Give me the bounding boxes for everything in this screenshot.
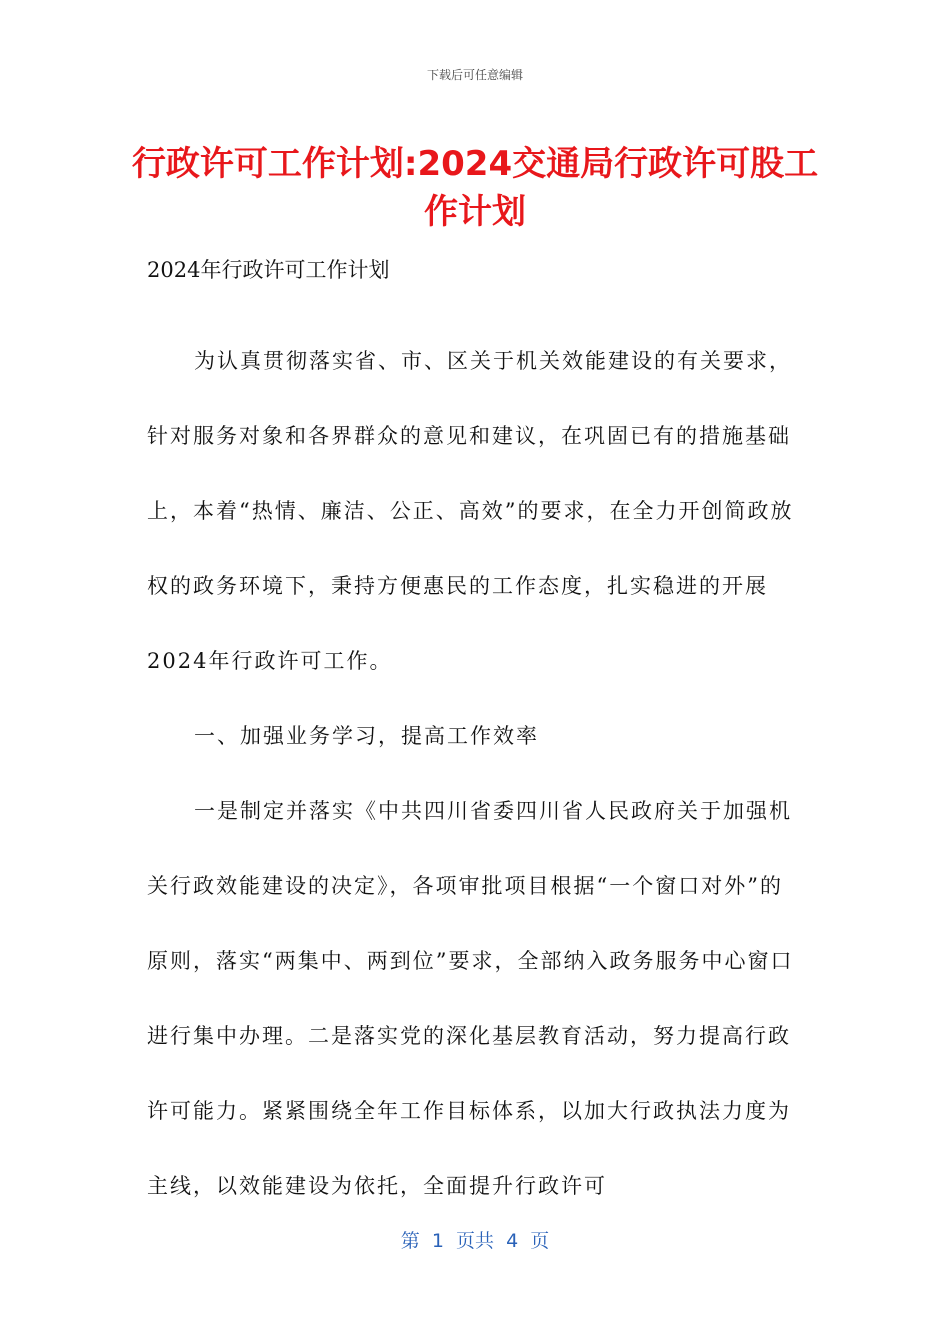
page-number: 第 1 页共 4 页	[400, 1230, 550, 1252]
document-subtitle: 2024年行政许可工作计划	[147, 258, 390, 282]
document-body	[147, 324, 803, 1224]
document-title: 行政许可工作计划:2024交通局行政许可股工作计划	[131, 144, 819, 232]
page-header-note: 下载后可任意编辑	[426, 68, 523, 82]
section-heading-1: 一、加强业务学习，提高工作效率	[194, 724, 539, 748]
paragraph-section-1: 一是制定并落实《中共四川省委四川省人民政府关于加强机关行政效能建设的决定》，各项审批项目根据“一个窗口对外”的原则，落实“两集中、两到位”要求，全部纳入政务服务中心窗口进行集中办理。二是落实党的深化基层教育活动，努力提高行政许可能力。紧紧围绕全年工作目标体系，以加大行政执法力度为主线，以效能建设为依托，全面提升行政许可	[147, 799, 794, 1198]
paragraph-intro: 为认真贯彻落实省、市、区关于机关效能建设的有关要求，针对服务对象和各界群众的意见和建议，在巩固已有的措施基础上，本着“热情、廉洁、公正、高效”的要求，在全力开创简政放权的政务环境下，秉持方便惠民的工作态度，扎实稳进的开展2024年行政许可工作。	[147, 349, 794, 673]
